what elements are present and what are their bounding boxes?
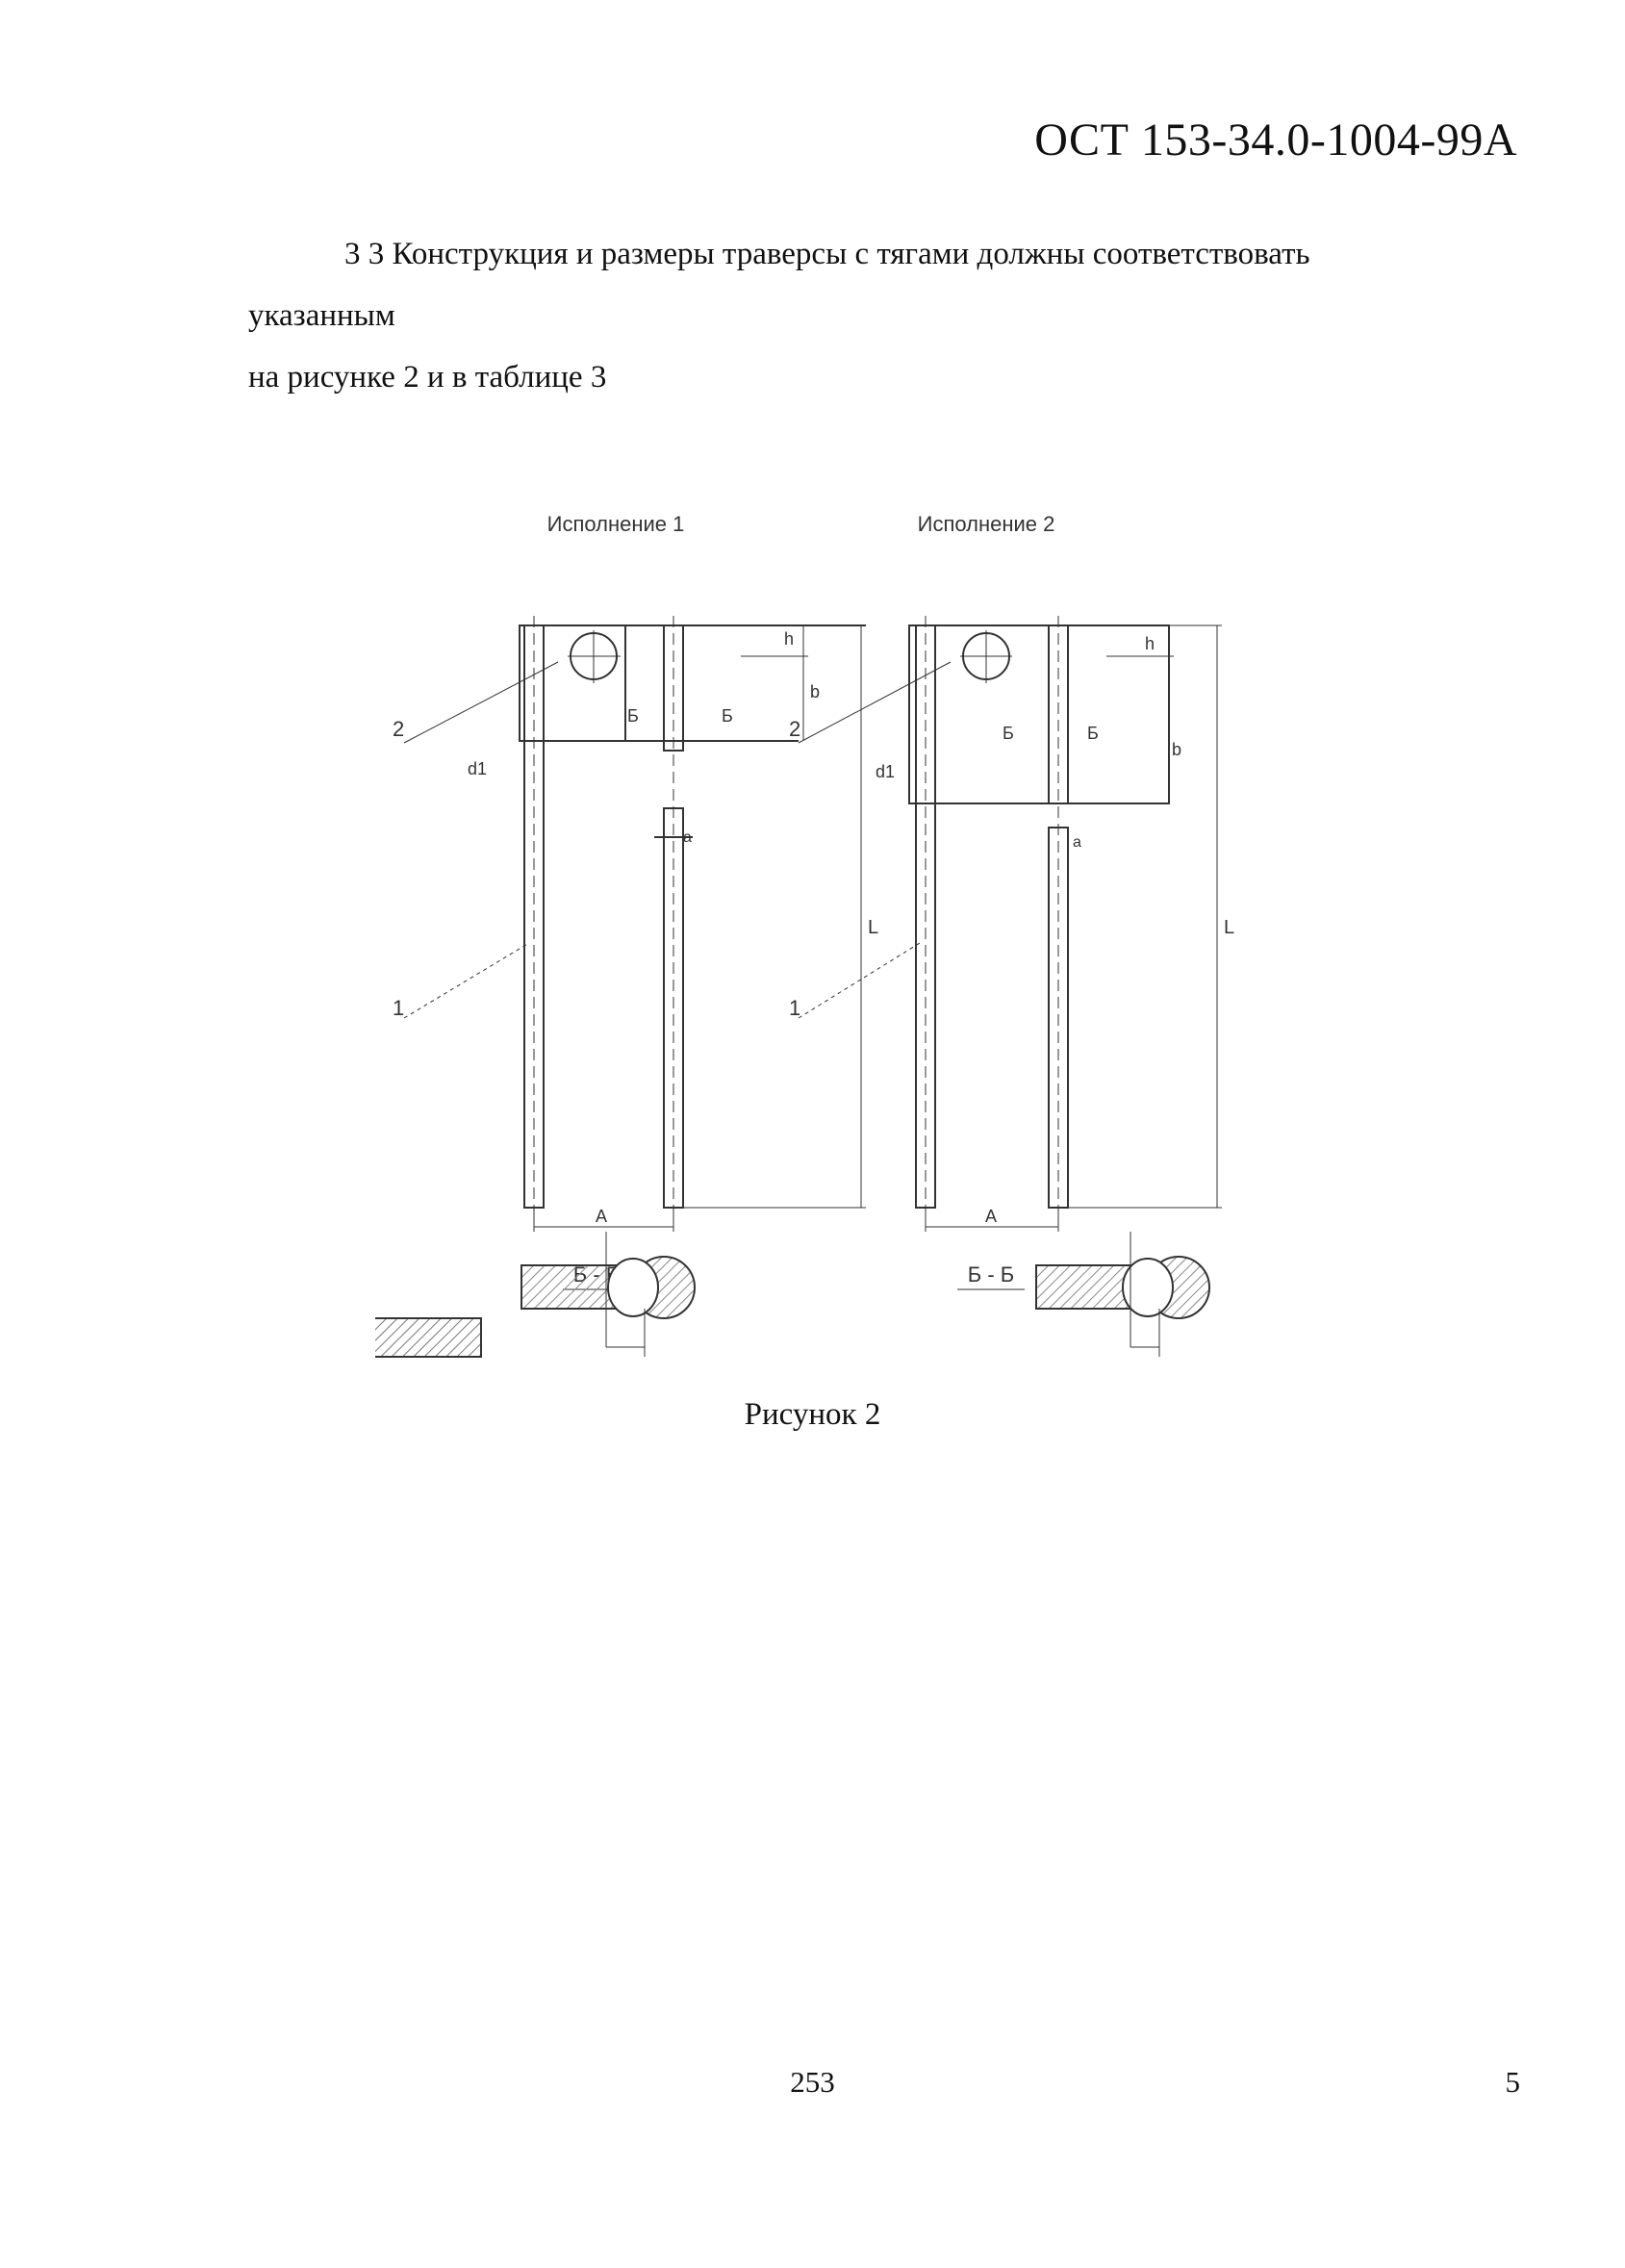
section-mark-left-2: Б (1003, 724, 1014, 743)
variant-2-drawing (789, 512, 1234, 1289)
dim-d1-1: d1 (468, 759, 488, 778)
section-mark-right-1: Б (722, 706, 733, 726)
dim-A-2: A (984, 1207, 998, 1226)
document-code: ОСТ 153-34.0-1004-99А (1034, 115, 1517, 166)
dim-b-2: b (1172, 740, 1182, 759)
dim-h-2: h (1145, 634, 1155, 653)
dim-A-1: A (595, 1207, 608, 1226)
dim-a-2: a (1073, 834, 1081, 851)
callout-traverse-2: 2 (789, 717, 801, 741)
paragraph-line-1: 3 3 Конструкция и размеры траверсы с тягами должны соответствовать указанным (248, 237, 1310, 333)
sheet-number: 5 (1505, 2065, 1520, 2099)
section-mark-left-1: Б (627, 706, 639, 726)
section-view-1 (520, 1203, 770, 1376)
body-paragraph (248, 223, 1441, 408)
figure-caption: Рисунок 2 (744, 1397, 881, 1432)
dim-L-1: L (868, 917, 879, 938)
page-number: 253 (790, 2065, 835, 2099)
callout-traverse-1: 2 (393, 717, 405, 741)
section-title-2: Б - Б (967, 1262, 1015, 1287)
dim-a-1: a (683, 829, 692, 846)
section-mark-right-2: Б (1087, 724, 1099, 743)
dim-L-2: L (1224, 917, 1235, 938)
traverse-plate-2 (909, 625, 1169, 803)
variant-2-title: Исполнение 2 (917, 512, 1055, 536)
callout-rod-1: 1 (393, 996, 405, 1020)
section-view-2 (1034, 1203, 1284, 1376)
traverse-plate-1 (520, 625, 625, 741)
dim-d1-2: d1 (876, 762, 896, 781)
variant-1-title: Исполнение 1 (546, 512, 685, 536)
paragraph-line-2: на рисунке 2 и в таблице 3 (248, 360, 607, 395)
dim-b-1: b (810, 682, 821, 701)
dim-h-1: h (784, 629, 795, 649)
callout-rod-2: 1 (789, 996, 801, 1020)
